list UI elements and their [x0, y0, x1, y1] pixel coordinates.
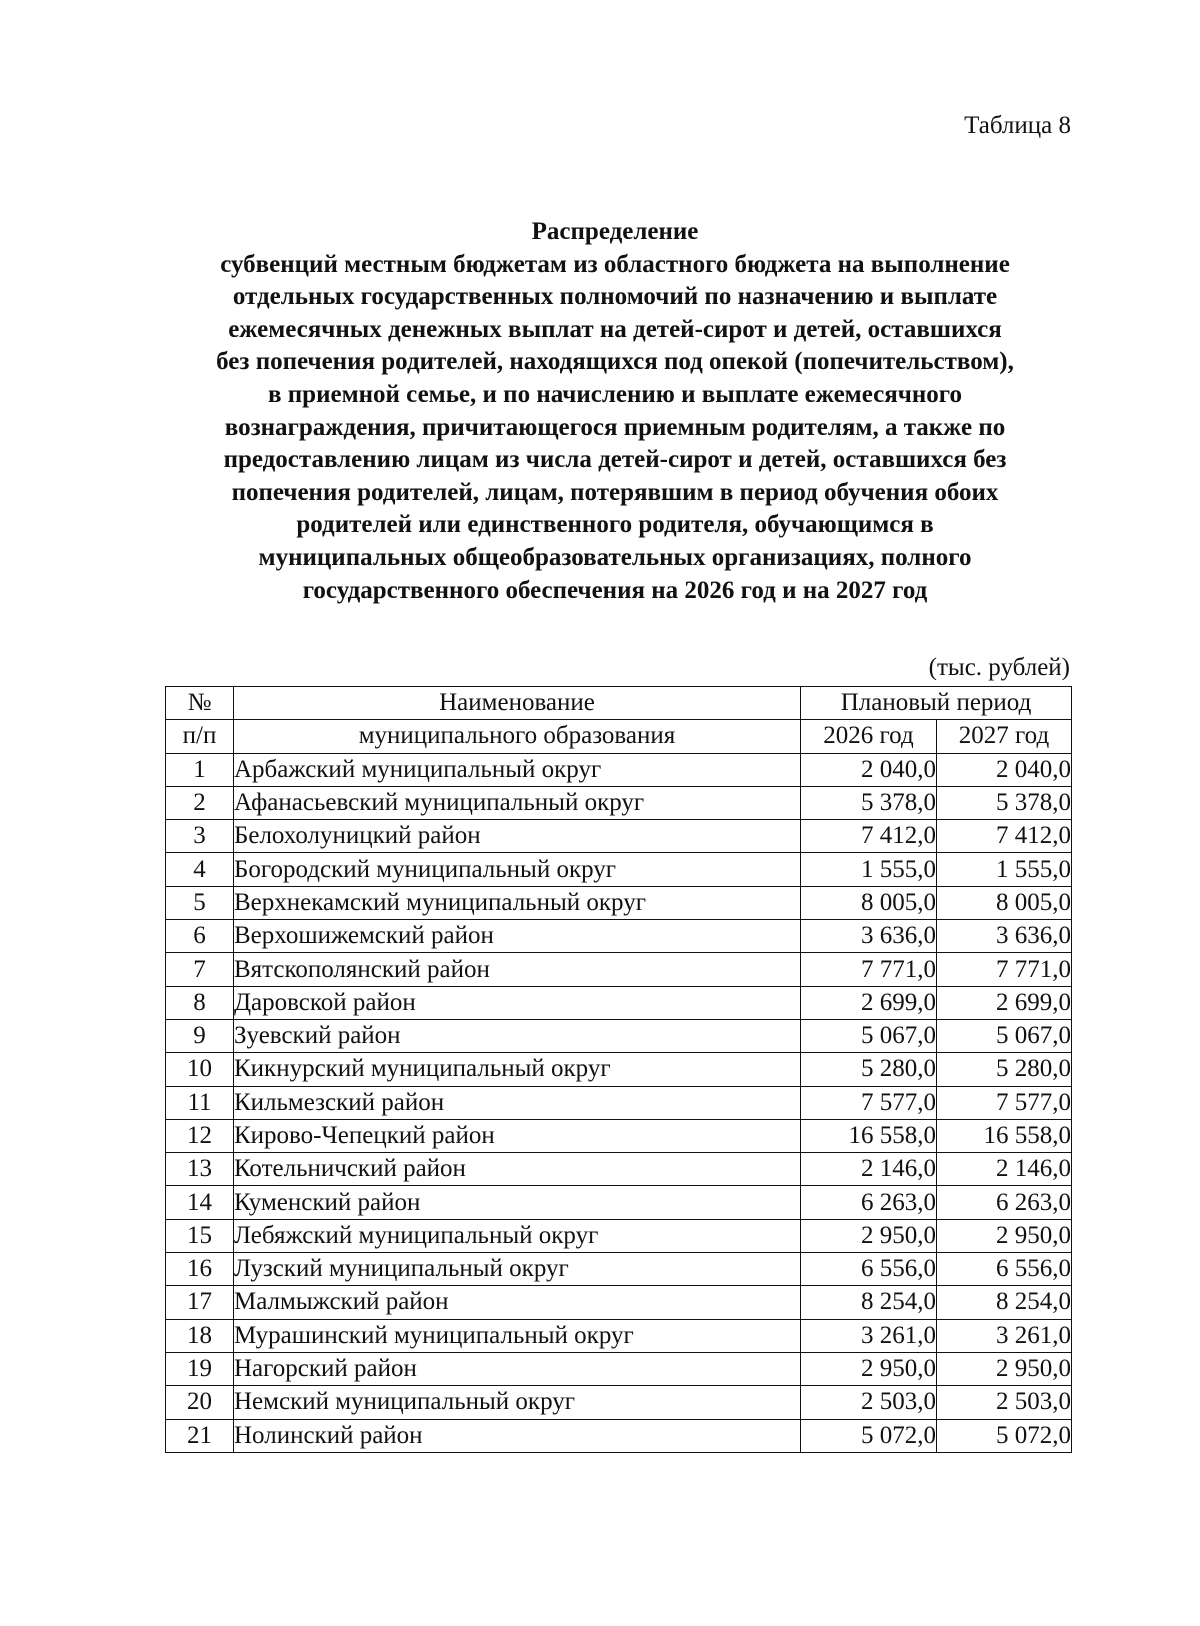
row-number: 8 [166, 986, 234, 1019]
row-number: 11 [166, 1086, 234, 1119]
municipality-name: Кильмезский район [234, 1086, 801, 1119]
value-2026: 7 577,0 [801, 1086, 937, 1119]
row-number: 5 [166, 886, 234, 919]
row-number: 19 [166, 1352, 234, 1385]
table-row [166, 820, 1072, 853]
value-2026: 3 261,0 [801, 1319, 937, 1352]
value-2027: 2 040,0 [937, 753, 1072, 786]
table-row [166, 920, 1072, 953]
header-num-sub: п/п [166, 720, 234, 753]
value-2027: 2 699,0 [937, 986, 1072, 1019]
heading-line: государственного обеспечения на 2026 год и на 2027 год [302, 576, 928, 604]
value-2027: 2 950,0 [937, 1352, 1072, 1385]
header-row [166, 687, 1072, 720]
value-2027: 5 067,0 [937, 1019, 1072, 1052]
heading-line: отдельных государственных полномочий по назначению и выплате [232, 283, 998, 311]
table-row [166, 753, 1072, 786]
value-2026: 5 072,0 [801, 1419, 937, 1452]
value-2026: 2 146,0 [801, 1153, 937, 1186]
value-2026: 5 378,0 [801, 786, 937, 819]
row-number: 17 [166, 1286, 234, 1319]
table-row [166, 953, 1072, 986]
row-number: 18 [166, 1319, 234, 1352]
heading-line: без попечения родителей, находящихся под опекой (попечительством), [216, 348, 1014, 376]
value-2027: 1 555,0 [937, 853, 1072, 886]
table-row [166, 1186, 1072, 1219]
table-row [166, 853, 1072, 886]
document-heading [150, 216, 1080, 607]
table-body [166, 753, 1072, 1452]
row-number: 13 [166, 1153, 234, 1186]
table-row [166, 1119, 1072, 1152]
table-row [166, 1019, 1072, 1052]
heading-line: ежемесячных денежных выплат на детей-сирот и детей, оставшихся [228, 315, 1002, 343]
table-row [166, 1053, 1072, 1086]
header-year-2027: 2027 год [937, 720, 1072, 753]
value-2026: 2 950,0 [801, 1352, 937, 1385]
header-num: № [166, 687, 234, 720]
value-2026: 5 280,0 [801, 1053, 937, 1086]
value-2027: 3 636,0 [937, 920, 1072, 953]
municipality-name: Верхнекамский муниципальный округ [234, 886, 801, 919]
heading-line: попечения родителей, лицам, потерявшим в период обучения обоих [231, 478, 999, 506]
value-2026: 16 558,0 [801, 1119, 937, 1152]
value-2027: 16 558,0 [937, 1119, 1072, 1152]
municipality-name: Лебяжский муниципальный округ [234, 1219, 801, 1252]
heading-line: муниципальных общеобразовательных организациях, полного [258, 543, 972, 571]
municipality-name: Богородский муниципальный округ [234, 853, 801, 886]
value-2027: 6 263,0 [937, 1186, 1072, 1219]
value-2027: 6 556,0 [937, 1253, 1072, 1286]
value-2026: 2 699,0 [801, 986, 937, 1019]
heading-line: вознаграждения, причитающегося приемным родителям, а также по [224, 413, 1006, 441]
row-number: 4 [166, 853, 234, 886]
value-2027: 5 378,0 [937, 786, 1072, 819]
row-number: 1 [166, 753, 234, 786]
table-row [166, 1419, 1072, 1452]
value-2027: 5 280,0 [937, 1053, 1072, 1086]
value-2026: 6 556,0 [801, 1253, 937, 1286]
heading-line: субвенций местным бюджетам из областного бюджета на выполнение [220, 250, 1010, 278]
municipality-name: Вятскополянский район [234, 953, 801, 986]
value-2026: 6 263,0 [801, 1186, 937, 1219]
row-number: 21 [166, 1419, 234, 1452]
municipality-name: Куменский район [234, 1186, 801, 1219]
municipality-name: Даровской район [234, 986, 801, 1019]
value-2027: 2 503,0 [937, 1386, 1072, 1419]
value-2026: 8 005,0 [801, 886, 937, 919]
municipality-name: Немский муниципальный округ [234, 1386, 801, 1419]
heading-line: в приемной семье, и по начислению и выплате ежемесячного [268, 380, 962, 408]
row-number: 12 [166, 1119, 234, 1152]
heading-line: Распределение [531, 218, 699, 245]
value-2026: 5 067,0 [801, 1019, 937, 1052]
table-row [166, 1386, 1072, 1419]
header-period: Плановый период [801, 687, 1072, 720]
row-number: 15 [166, 1219, 234, 1252]
row-number: 14 [166, 1186, 234, 1219]
value-2026: 7 412,0 [801, 820, 937, 853]
municipality-name: Белохолуницкий район [234, 820, 801, 853]
table-row [166, 886, 1072, 919]
units-label: (тыс. рублей) [928, 654, 1070, 681]
value-2027: 2 950,0 [937, 1219, 1072, 1252]
municipality-name: Верхошижемский район [234, 920, 801, 953]
value-2027: 7 771,0 [937, 953, 1072, 986]
value-2026: 2 950,0 [801, 1219, 937, 1252]
header-name: Наименование [234, 687, 801, 720]
heading-line: предоставлению лицам из числа детей-сирот и детей, оставшихся без [223, 446, 1007, 474]
municipality-name: Нолинский район [234, 1419, 801, 1452]
row-number: 16 [166, 1253, 234, 1286]
value-2026: 2 040,0 [801, 753, 937, 786]
row-number: 7 [166, 953, 234, 986]
value-2027: 8 005,0 [937, 886, 1072, 919]
value-2027: 7 577,0 [937, 1086, 1072, 1119]
table-row [166, 1352, 1072, 1385]
municipality-name: Кикнурский муниципальный округ [234, 1053, 801, 1086]
municipality-name: Мурашинский муниципальный округ [234, 1319, 801, 1352]
table-row [166, 986, 1072, 1019]
table-row [166, 1153, 1072, 1186]
value-2026: 7 771,0 [801, 953, 937, 986]
row-number: 9 [166, 1019, 234, 1052]
row-number: 6 [166, 920, 234, 953]
table-row [166, 1219, 1072, 1252]
header-row [166, 720, 1072, 753]
municipality-name: Нагорский район [234, 1352, 801, 1385]
row-number: 20 [166, 1386, 234, 1419]
value-2027: 3 261,0 [937, 1319, 1072, 1352]
value-2026: 3 636,0 [801, 920, 937, 953]
value-2026: 1 555,0 [801, 853, 937, 886]
municipality-name: Лузский муниципальный округ [234, 1253, 801, 1286]
table-label: Таблица 8 [964, 112, 1071, 139]
header-year-2026: 2026 год [801, 720, 937, 753]
value-2026: 8 254,0 [801, 1286, 937, 1319]
municipality-name: Зуевский район [234, 1019, 801, 1052]
row-number: 3 [166, 820, 234, 853]
row-number: 10 [166, 1053, 234, 1086]
heading-line: родителей или единственного родителя, обучающимся в [296, 511, 934, 539]
table-row [166, 786, 1072, 819]
table-row [166, 1086, 1072, 1119]
value-2026: 2 503,0 [801, 1386, 937, 1419]
municipality-name: Малмыжский район [234, 1286, 801, 1319]
table-row [166, 1253, 1072, 1286]
value-2027: 8 254,0 [937, 1286, 1072, 1319]
value-2027: 7 412,0 [937, 820, 1072, 853]
table-row [166, 1286, 1072, 1319]
value-2027: 5 072,0 [937, 1419, 1072, 1452]
table-header [166, 687, 1072, 754]
subvention-table [165, 686, 1072, 1453]
row-number: 2 [166, 786, 234, 819]
header-name-sub: муниципального образования [234, 720, 801, 753]
value-2027: 2 146,0 [937, 1153, 1072, 1186]
municipality-name: Котельничский район [234, 1153, 801, 1186]
municipality-name: Арбажский муниципальный округ [234, 753, 801, 786]
municipality-name: Кирово-Чепецкий район [234, 1119, 801, 1152]
municipality-name: Афанасьевский муниципальный округ [234, 786, 801, 819]
table-row [166, 1319, 1072, 1352]
